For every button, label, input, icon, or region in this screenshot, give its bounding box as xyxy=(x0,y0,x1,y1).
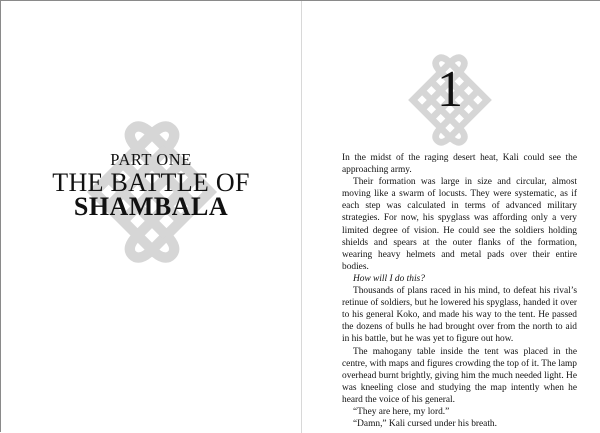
part-title-line1: THE BATTLE OF xyxy=(52,168,250,197)
paragraph-italic: How will I do this? xyxy=(353,273,425,284)
dialogue-line: “They are here, my lord.” xyxy=(353,406,450,417)
paragraph: Thousands of plans raced in his mind, to defeat his rival’s retinue of soldiers, but he lowered his spyglass, handed it over to his general Koko, and made his way to the tent. He passed the dozens of bulls he had brought over from the north to aid in his battle, but he was yet to figure out how. xyxy=(342,286,577,345)
left-page xyxy=(1,1,301,433)
part-label: PART ONE xyxy=(110,150,192,169)
chapter-number: 1 xyxy=(437,61,463,118)
dialogue-line: “Damn,” Kali cursed under his breath. xyxy=(353,419,497,430)
paragraph: In the midst of the raging desert heat, Kali could see the approaching army. xyxy=(342,153,577,176)
right-page xyxy=(302,1,600,433)
part-title-line2: SHAMBALA xyxy=(73,192,229,221)
paragraph: The mahogany table inside the tent was placed in the centre, with maps and figures crowding the top of it. The lamp overhead burnt brightly, giving him the much needed light. He was kneeling close and studying the map intently when he heard the voice of his general. xyxy=(342,346,577,405)
chapter-body xyxy=(342,152,577,430)
paragraph: Their formation was large in size and circular, almost moving like a swarm of locusts. They were systematic, as if each step was calculated in terms of advanced military strategies. For now, his spyglass was affording only a very limited degree of vision. He could see the soldiers holding shields and spears at the outer flanks of the formation, wearing heavy helmets and metal pads over their entire bodies. xyxy=(342,177,577,272)
